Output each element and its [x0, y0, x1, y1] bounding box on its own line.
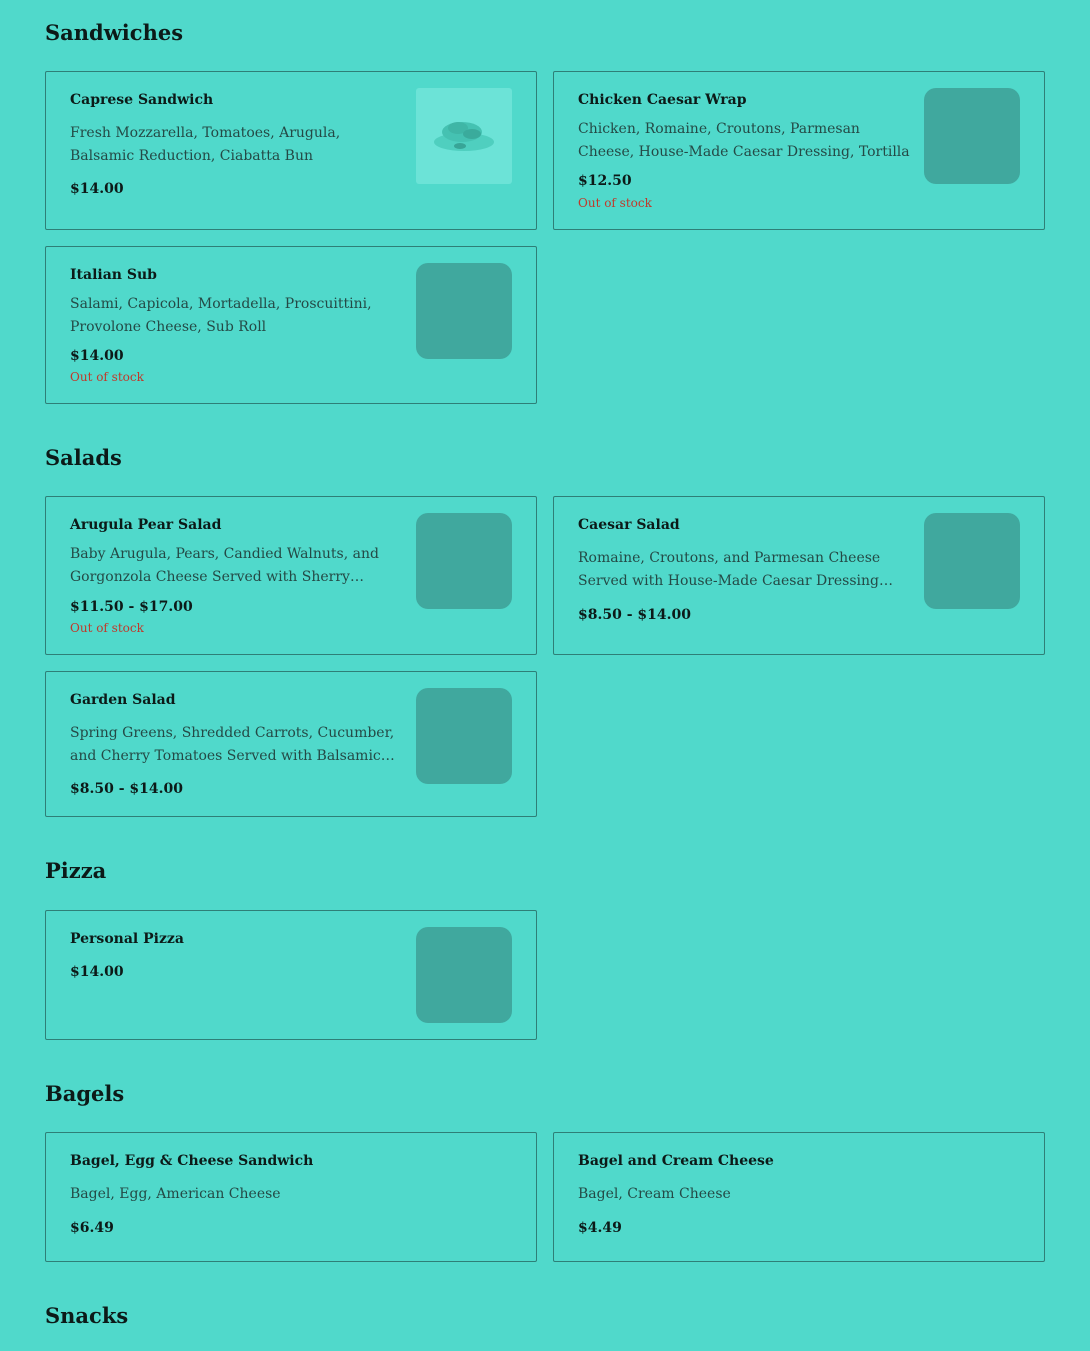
item-price: $4.49 — [578, 1220, 622, 1236]
image-placeholder — [416, 927, 512, 1023]
item-description: Bagel, Cream Cheese — [578, 1186, 731, 1202]
menu-item-italian-sub[interactable] — [45, 246, 537, 404]
menu-item-bagel-and-cream-cheese[interactable] — [553, 1132, 1045, 1262]
item-description-text: Romaine, Croutons, and Parmesan Cheese Served with House-Made Caesar Dressing — [578, 550, 881, 589]
item-price: $14.00 — [70, 348, 124, 364]
out-of-stock-label: Out of stock — [578, 196, 652, 210]
item-description: Fresh Mozzarella, Tomatoes, Arugula, Balsamic Reduction, Ciabatta Bun — [70, 125, 341, 164]
section-title-pizza: Pizza — [45, 858, 107, 883]
menu-item-bagel-egg-cheese-sandwich[interactable] — [45, 1132, 537, 1262]
sandwich-photo — [416, 88, 512, 184]
item-name: Chicken Caesar Wrap — [578, 92, 747, 108]
menu-item-caprese-sandwich[interactable] — [45, 71, 537, 230]
item-price: $8.50 - $14.00 — [70, 781, 183, 797]
item-name: Bagel, Egg & Cheese Sandwich — [70, 1153, 314, 1169]
item-price: $12.50 — [578, 173, 632, 189]
item-price: $6.49 — [70, 1220, 114, 1236]
item-name: Arugula Pear Salad — [70, 517, 222, 533]
out-of-stock-label: Out of stock — [70, 621, 144, 635]
item-name: Personal Pizza — [70, 931, 184, 947]
item-price: $11.50 - $17.00 — [70, 599, 193, 615]
image-placeholder — [924, 88, 1020, 184]
menu-item-garden-salad[interactable] — [45, 671, 537, 817]
menu-item-chicken-caesar-wrap[interactable] — [553, 71, 1045, 230]
image-placeholder — [416, 513, 512, 609]
image-placeholder — [924, 513, 1020, 609]
item-price: $14.00 — [70, 181, 124, 197]
item-name: Bagel and Cream Cheese — [578, 1153, 774, 1169]
item-name: Garden Salad — [70, 692, 176, 708]
menu-item-arugula-pear-salad[interactable] — [45, 496, 537, 655]
item-price: $14.00 — [70, 964, 124, 980]
menu-item-caesar-salad[interactable] — [553, 496, 1045, 655]
item-description: Salami, Capicola, Mortadella, Proscuittini, Provolone Cheese, Sub Roll — [70, 296, 372, 335]
item-name: Caesar Salad — [578, 517, 680, 533]
section-title-bagels: Bagels — [45, 1081, 125, 1106]
item-description: Bagel, Egg, American Cheese — [70, 1186, 281, 1202]
out-of-stock-label: Out of stock — [70, 370, 144, 384]
sandwich-photo-graphic — [430, 112, 498, 156]
item-price: $8.50 - $14.00 — [578, 607, 691, 623]
menu-item-personal-pizza[interactable] — [45, 910, 537, 1040]
item-name: Italian Sub — [70, 267, 157, 283]
section-title-snacks: Snacks — [45, 1303, 129, 1328]
item-description — [578, 547, 914, 592]
item-description: Chicken, Romaine, Croutons, Parmesan Cheese, House-Made Caesar Dressing, Tortilla — [578, 121, 910, 160]
image-placeholder — [416, 688, 512, 784]
item-description: Baby Arugula, Pears, Candied Walnuts, and Gorgonzola Cheese Served with Sherry — [70, 546, 379, 585]
item-description: Spring Greens, Shredded Carrots, Cucumber, and Cherry Tomatoes Served with Balsamic — [70, 725, 395, 764]
section-title-salads: Salads — [45, 445, 122, 470]
item-name: Caprese Sandwich — [70, 92, 214, 108]
image-placeholder — [416, 263, 512, 359]
section-title-sandwiches: Sandwiches — [45, 20, 184, 45]
